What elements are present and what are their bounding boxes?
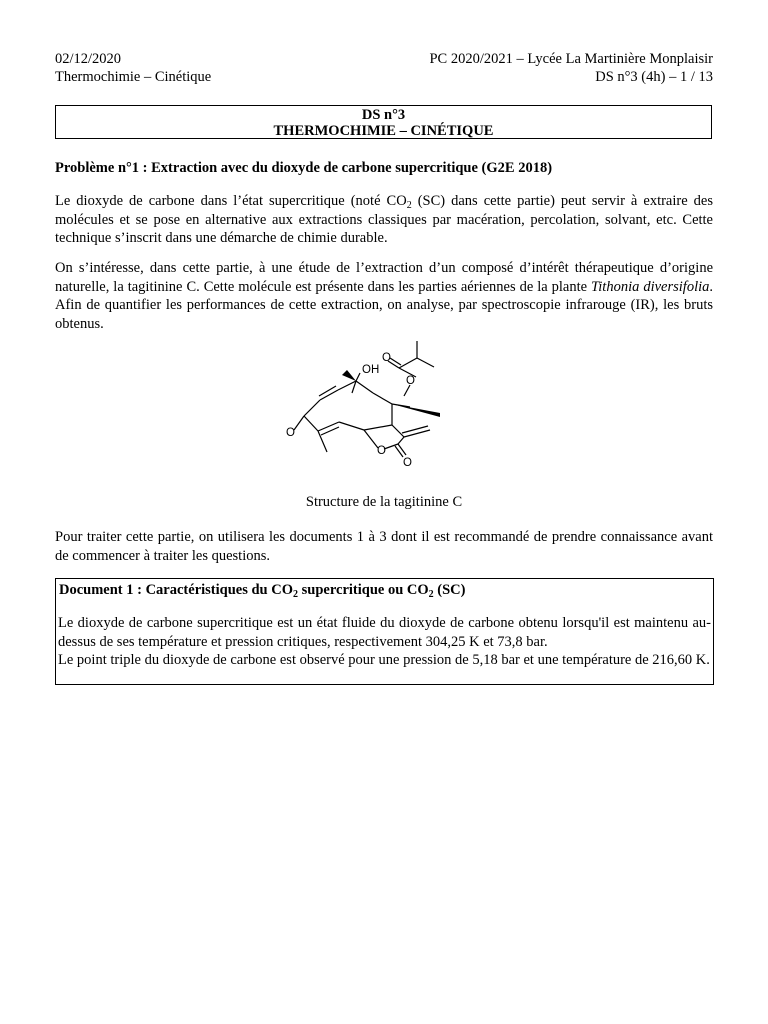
doc-title-c: (SC) bbox=[433, 582, 466, 598]
document-1-text-2: Le point triple du dioxyde de carbone est observé pour une pression de 5,18 bar et une température de 216,60 K. bbox=[58, 652, 710, 668]
title-line2: THERMOCHIMIE – CINÉTIQUE bbox=[273, 123, 494, 139]
paragraph-2-a: On s’intéresse, dans cette partie, à une étude de l’extraction d’un composé d’intérêt thérapeutique d’origine naturelle, la tagitinine C. Cette molécule est présente dans les parties aériennes de la plante bbox=[55, 260, 713, 295]
paragraph-1-a: Le dioxyde de carbone dans l’état supercritique (noté CO bbox=[55, 193, 407, 209]
ketone-o-label: O bbox=[286, 427, 295, 439]
paragraph-2 bbox=[55, 259, 713, 333]
header-course: PC 2020/2021 – Lycée La Martinière Monplaisir bbox=[429, 51, 713, 67]
tagitinine-c-structure bbox=[282, 341, 442, 467]
doc-title-sub1: 2 bbox=[293, 589, 298, 600]
paragraph-1-b: (SC) dans cette partie) peut servir à extraire des molécules et se pose en alternative aux extractions classiques par macération, percolation, solvant, etc. Cette technique s’inscrit dans une démarche de chimie durable. bbox=[55, 193, 713, 246]
lactone-o-label: O bbox=[377, 445, 386, 457]
paragraph-1-sub: 2 bbox=[406, 200, 412, 211]
figure-caption: Structure de la tagitinine C bbox=[305, 494, 463, 510]
lactone-carbonyl-o-label: O bbox=[403, 457, 412, 467]
paragraph-1 bbox=[55, 192, 713, 248]
doc-title-a: Document 1 : Caractéristiques du CO bbox=[59, 582, 293, 598]
header-subject: Thermochimie – Cinétique bbox=[55, 69, 212, 85]
document-1-box bbox=[55, 578, 714, 685]
ester-o-label: O bbox=[406, 375, 415, 387]
paragraph-2-italic: Tithonia diversifolia bbox=[591, 278, 710, 295]
carbonyl-o-label: O bbox=[382, 352, 391, 364]
doc-title-b: supercritique ou CO bbox=[298, 582, 429, 598]
document-1-text bbox=[58, 614, 711, 670]
paragraph-2-b: . Afin de quantifier les performances de cette extraction, on analyse, par spectroscopie infrarouge (IR), les bruts obtenus. bbox=[55, 278, 713, 332]
header-date: 02/12/2020 bbox=[55, 51, 122, 67]
page-header bbox=[55, 50, 713, 86]
document-1-text-1: Le dioxyde de carbone supercritique est un état fluide du dioxyde de carbone obtenu lorsqu'il est maintenu au-dessus de ses température et pression critiques, respectivement 304,25 K et 73,8 bar. bbox=[58, 615, 711, 650]
paragraph-3: Pour traiter cette partie, on utilisera les documents 1 à 3 dont il est recommandé de prendre connaissance avant de commencer à traiter les questions. bbox=[55, 529, 713, 564]
title-line1: DS n°3 bbox=[361, 107, 406, 123]
oh-label: OH bbox=[362, 364, 380, 376]
header-exam: DS n°3 (4h) – 1 / 13 bbox=[595, 69, 713, 85]
document-1-title bbox=[59, 581, 711, 599]
doc-title-sub2: 2 bbox=[428, 589, 434, 600]
problem-heading: Problème n°1 : Extraction avec du dioxyde de carbone supercritique (G2E 2018) bbox=[55, 160, 553, 176]
title-box bbox=[55, 105, 712, 139]
